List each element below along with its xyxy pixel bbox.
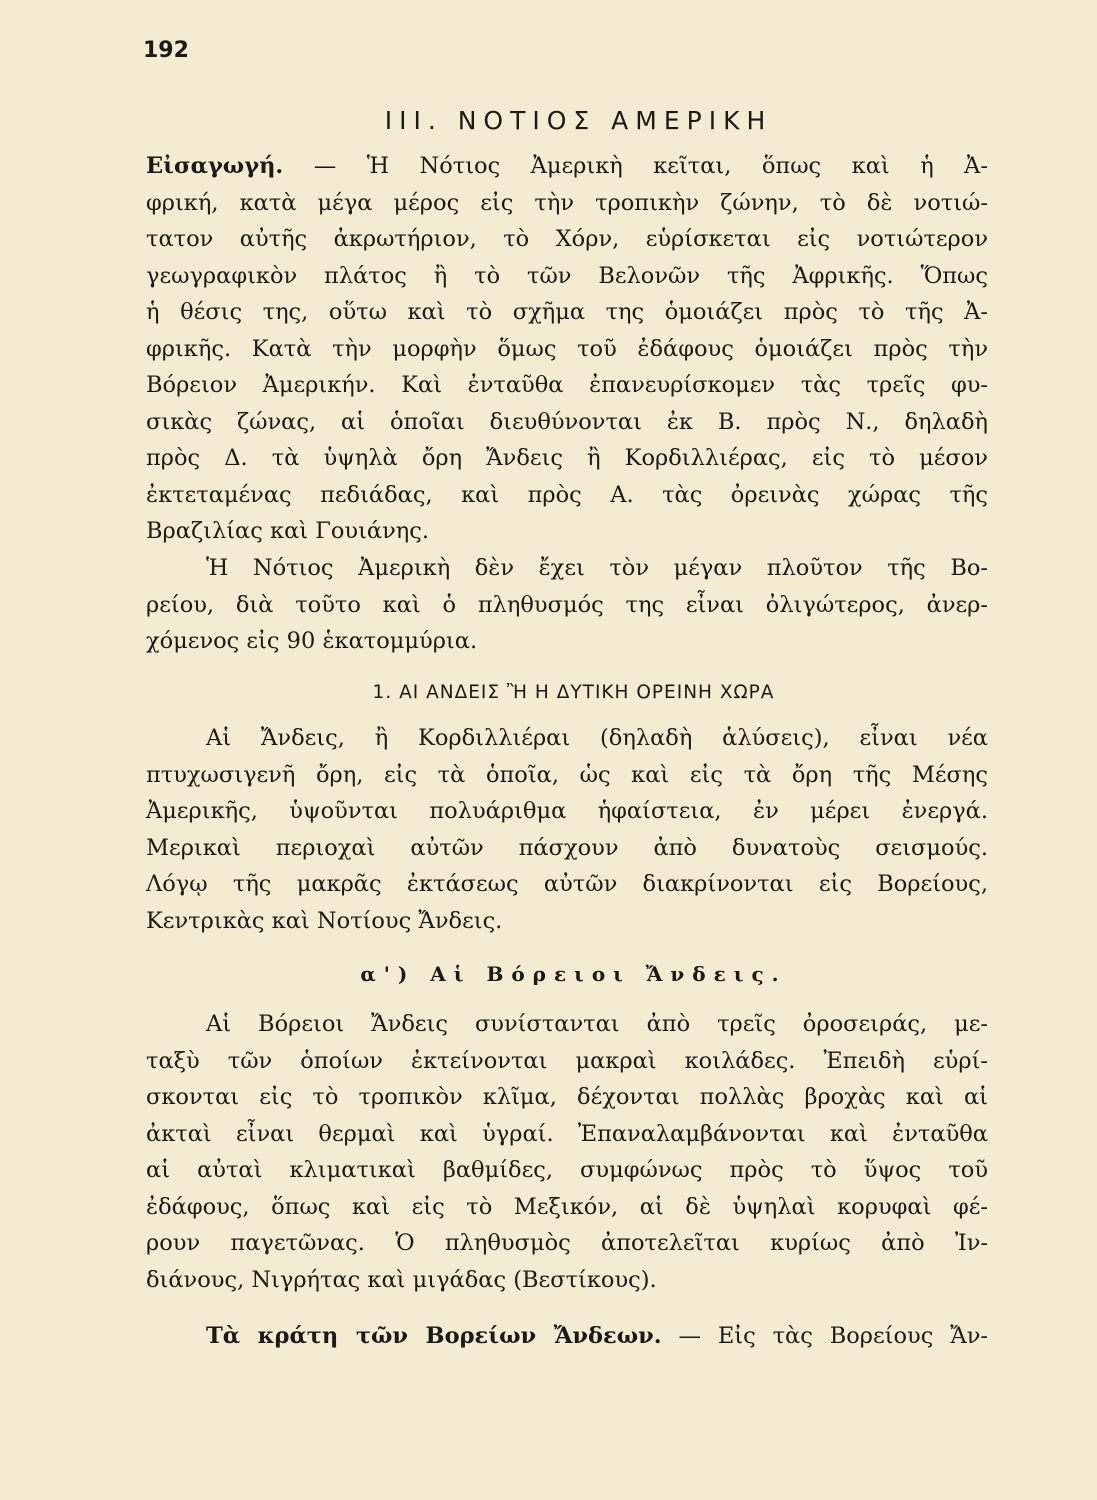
text-line: διάνους, Νιγρήτας καὶ μιγάδας (Βεστίκους).: [146, 1266, 657, 1293]
text-line: Βόρειον Ἀμερικήν. Καὶ ἐνταῦθα ἐπανευρίσκομεν τὰς τρεῖς φυ-: [146, 372, 988, 398]
text-line: φρική, κατὰ μέγα μέρος εἰς τὴν τροπικὴν ζώνην, τὸ δὲ νοτιώ-: [146, 189, 988, 216]
text-line: χόμενος εἰς 90 ἑκατομμύρια.: [146, 628, 478, 654]
text-line: Αἱ Βόρειοι Ἄνδεις συνίστανται ἀπὸ τρεῖς ὀροσειράς, με-: [206, 1011, 988, 1037]
text-line: [146, 1318, 988, 1355]
text-line: Κεντρικὰς καὶ Νοτίους Ἄνδεις.: [146, 907, 503, 934]
text-line: πτυχωσιγενῆ ὄρη, εἰς τὰ ὁποῖα, ὡς καὶ εἰς τὰ ὄρη τῆς Μέσης: [146, 761, 988, 788]
text-line: πρὸς Δ. τὰ ὑψηλὰ ὄρη Ἄνδεις ἢ Κορδιλλιέρας, εἰς τὸ μέσον: [146, 445, 988, 471]
states-heading: Τὰ κράτη τῶν Βορείων Ἄνδεων.: [206, 1323, 662, 1349]
text-line: Αἱ Ἄνδεις, ἢ Κορδιλλιέραι (δηλαδὴ ἁλύσεις), εἶναι νέα: [206, 725, 988, 751]
text-line: γεωγραφικὸν πλάτος ἢ τὸ τῶν Βελονῶν τῆς Ἀφρικῆς. Ὅπως: [146, 262, 988, 289]
text-line: Ἀμερικῆς, ὑψοῦνται πολυάριθμα ἡφαίστεια, ἐν μέρει ἐνεργά.: [146, 798, 988, 824]
text-line: ταξὺ τῶν ὁποίων ἐκτείνονται μακραὶ κοιλάδες. Ἐπειδὴ εὑρί-: [146, 1047, 988, 1074]
text-line: ἐδάφους, ὅπως καὶ εἰς τὸ Μεξικόν, αἱ δὲ ὑψηλαὶ κορυφαὶ φέ-: [146, 1193, 988, 1220]
text-line: Ἡ Νότιος Ἀμερικὴ δὲν ἔχει τὸν μέγαν πλοῦτον τῆς Βο-: [206, 555, 988, 581]
intro-line-rest: — Ἡ Νότιος Ἀμερικὴ κεῖται, ὅπως καὶ ἡ Ἀ-: [313, 153, 988, 179]
text-line: Βραζιλίας καὶ Γουιάνης.: [146, 518, 429, 544]
text-line: αἱ αὐταὶ κλιματικαὶ βαθμίδες, συμφώνως πρὸς τὸ ὕψος τοῦ: [146, 1157, 988, 1183]
text-line: σικὰς ζώνας, αἱ ὁποῖαι διευθύνονται ἐκ Β. πρὸς Ν., δηλαδὴ: [146, 408, 988, 435]
paragraph-population: [146, 550, 988, 660]
text-line: ρείου, διὰ τοῦτο καὶ ὁ πληθυσμός της εἶναι ὀλιγώτερος, ἀνερ-: [146, 591, 988, 618]
subsection-title: α') Αἱ Βόρειοι Ἄνδεις.: [360, 962, 787, 986]
page-number: 192: [143, 38, 189, 63]
states-line-rest: — Εἰς τὰς Βορείους Ἄν-: [678, 1323, 989, 1349]
paragraph-andes: [146, 720, 988, 939]
text-line: Λόγῳ τῆς μακρᾶς ἐκτάσεως αὐτῶν διακρίνονται εἰς Βορείους,: [146, 871, 988, 897]
text-line: [146, 148, 988, 185]
intro-paragraph: [146, 148, 988, 550]
paragraph-states: [146, 1318, 988, 1355]
text-line: ἐκτεταμένας πεδιάδας, καὶ πρὸς Α. τὰς ὀρεινὰς χώρας τῆς: [146, 481, 988, 508]
chapter-title: III. ΝΟΤΙΟΣ ΑΜΕΡΙΚΗ: [384, 106, 773, 135]
section-title: 1. ΑΙ ΑΝΔΕΙΣ Ἢ Η ΔΥΤΙΚΗ ΟΡΕΙΝΗ ΧΩΡΑ: [372, 682, 775, 703]
paragraph-northern-andes: [146, 1006, 988, 1298]
text-line: Μερικαὶ περιοχαὶ αὐτῶν πάσχουν ἀπὸ δυνατοὺς σεισμούς.: [146, 834, 988, 861]
text-line: τατον αὐτῆς ἀκρωτήριον, τὸ Χόρν, εὑρίσκεται εἰς νοτιώτερον: [146, 226, 988, 252]
intro-heading: Εἰσαγωγή.: [146, 153, 284, 179]
text-line: ρουν παγετῶνας. Ὁ πληθυσμὸς ἀποτελεῖται κυρίως ἀπὸ Ἰν-: [146, 1230, 988, 1256]
text-line: ἀκταὶ εἶναι θερμαὶ καὶ ὑγραί. Ἐπαναλαμβάνονται καὶ ἐνταῦθα: [146, 1120, 988, 1147]
text-line: φρικῆς. Κατὰ τὴν μορφὴν ὅμως τοῦ ἐδάφους ὁμοιάζει πρὸς τὴν: [146, 335, 988, 362]
text-line: σκονται εἰς τὸ τροπικὸν κλῖμα, δέχονται πολλὰς βροχὰς καὶ αἱ: [146, 1084, 988, 1110]
text-line: ἡ θέσις της, οὕτω καὶ τὸ σχῆμα της ὁμοιάζει πρὸς τὸ τῆς Ἀ-: [146, 299, 988, 325]
